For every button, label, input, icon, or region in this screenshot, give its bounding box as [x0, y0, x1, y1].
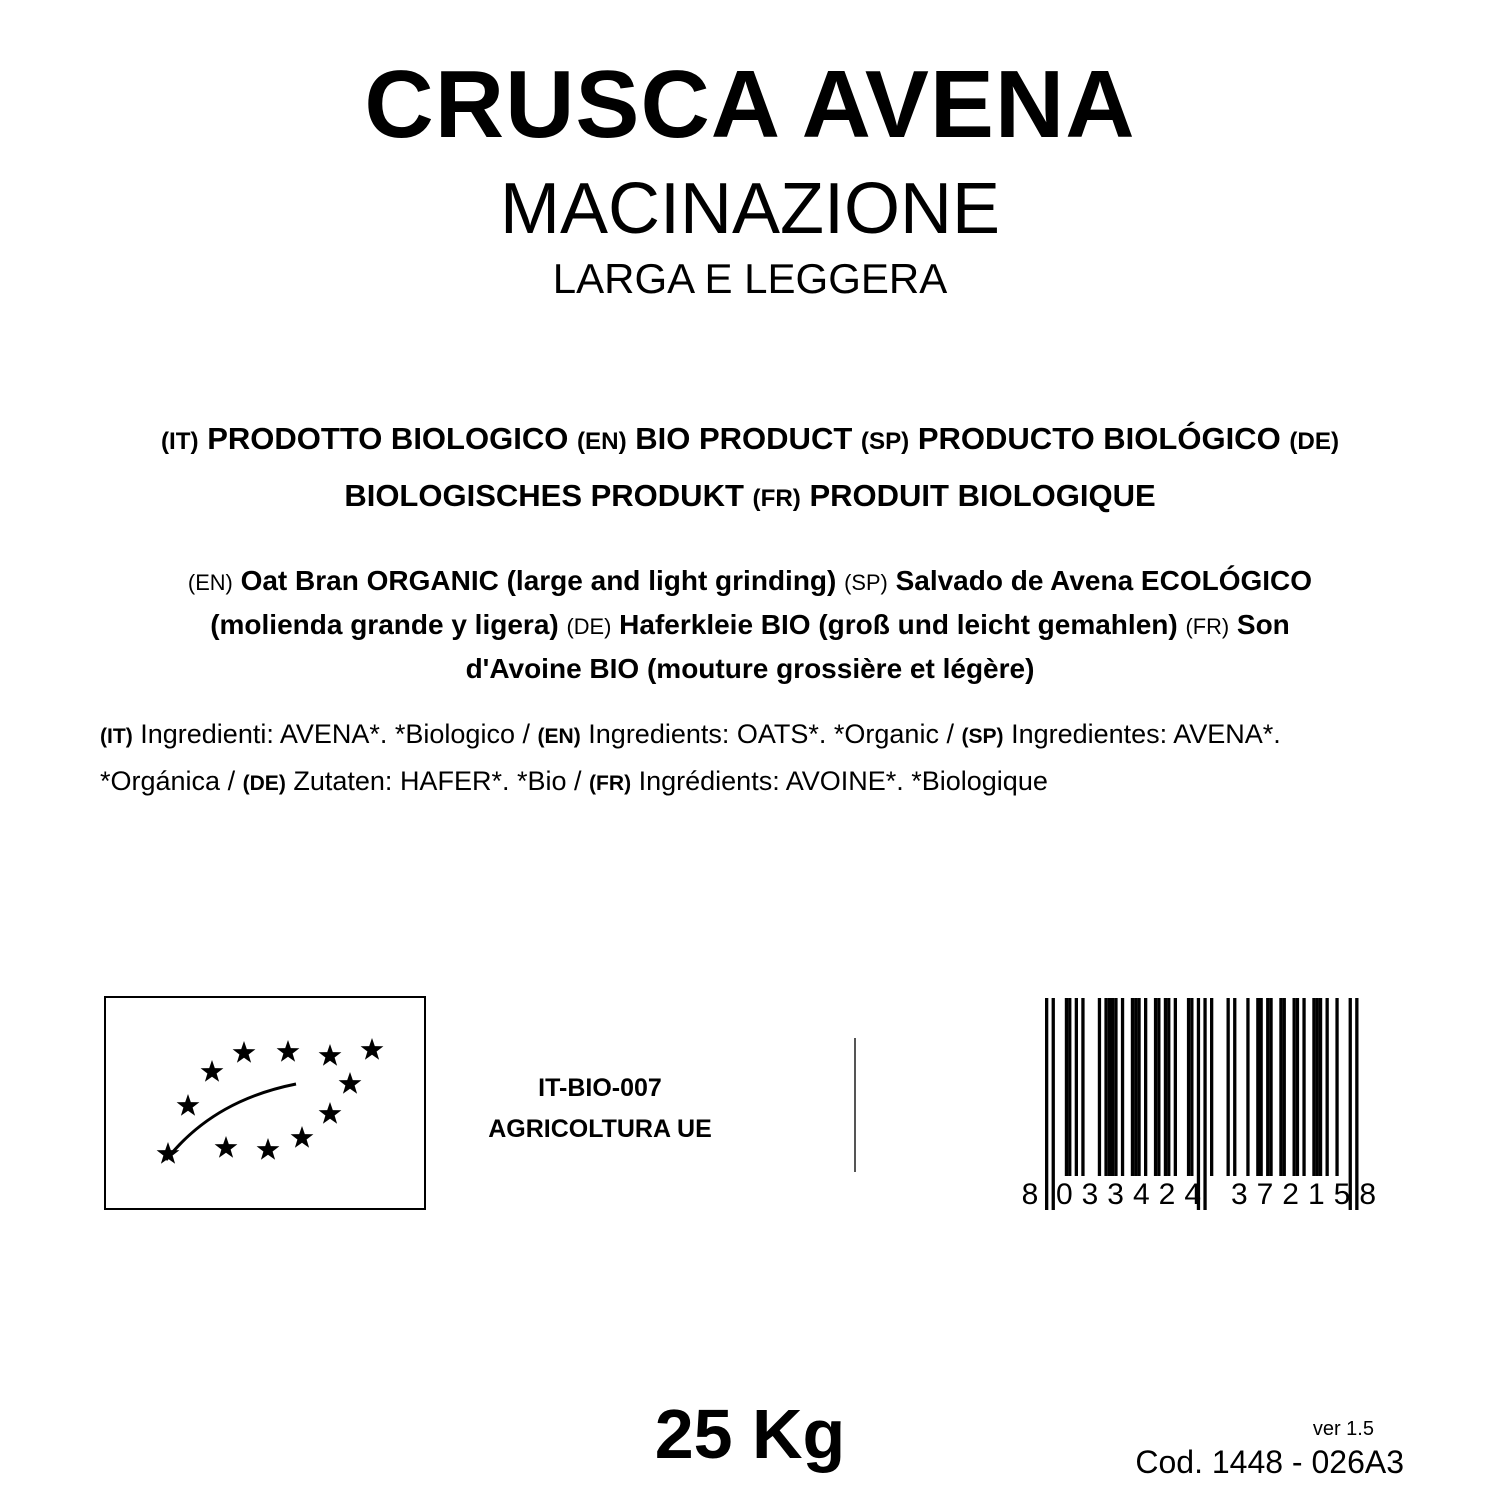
barcode-bar	[1068, 998, 1071, 1176]
bio-statement-line	[100, 412, 1400, 469]
ingredients-text: *Orgánica /	[100, 766, 236, 796]
language-code: (DE)	[566, 614, 612, 639]
barcode-bar	[1174, 998, 1177, 1176]
barcode-bar	[1052, 998, 1055, 1210]
barcode-bar	[1045, 998, 1048, 1210]
certification-code	[450, 1068, 750, 1150]
barcode-bar	[1131, 998, 1134, 1176]
ingredients-text: Ingredientes: AVENA*.	[1011, 719, 1281, 749]
barcode-graphic	[1010, 996, 1400, 1216]
barcode-bar	[1283, 998, 1286, 1176]
barcode-bar	[1266, 998, 1269, 1176]
language-code: (SP)	[961, 725, 1004, 748]
language-code: (EN)	[576, 428, 627, 455]
barcode-bar	[1326, 998, 1329, 1176]
barcode-bar	[1296, 998, 1299, 1176]
barcode-bar	[1190, 998, 1193, 1176]
bio-text: PRODUIT BIOLOGIQUE	[809, 478, 1156, 513]
eu-leaf-graphic	[106, 998, 424, 1208]
description-text: (molienda grande y ligera)	[210, 609, 559, 640]
barcode-bar	[1137, 998, 1140, 1176]
barcode-bar	[1256, 998, 1259, 1176]
language-code: (EN)	[187, 570, 233, 595]
barcode-bar	[1227, 998, 1230, 1176]
barcode-bar	[1269, 998, 1272, 1176]
barcode-bar	[1134, 998, 1137, 1176]
barcode-bar	[1075, 998, 1078, 1176]
language-code: (DE)	[242, 772, 286, 795]
product-code: Cod. 1448 - 026A3	[1135, 1444, 1404, 1480]
barcode-bar	[1065, 998, 1068, 1176]
barcode-bar	[1293, 998, 1296, 1176]
barcode-bar	[1081, 998, 1084, 1176]
ingredients-line	[100, 712, 1420, 759]
barcode-bar	[1157, 998, 1160, 1176]
barcode-bar	[1154, 998, 1157, 1176]
barcode-bar	[1108, 998, 1111, 1176]
ingredients-text: Ingredienti: AVENA*. *Biologico /	[140, 719, 530, 749]
ingredients-text: Ingredients: OATS*. *Organic /	[588, 719, 954, 749]
barcode-digits-first: 8	[1021, 1178, 1039, 1211]
description-text: Salvado de Avena ECOLÓGICO	[895, 565, 1313, 596]
barcode-bar	[1233, 998, 1236, 1176]
barcode-bar	[1210, 998, 1213, 1176]
barcode-bar	[1335, 998, 1338, 1176]
language-code: (FR)	[589, 772, 632, 795]
barcode-digits-right: 372158	[1230, 1178, 1386, 1211]
bio-text: BIOLOGISCHES PRODUKT	[344, 478, 744, 513]
barcode-bar	[1167, 998, 1170, 1176]
ingredients-line	[100, 759, 1420, 806]
barcode-bar	[1260, 998, 1263, 1176]
description-text: d'Avoine BIO (mouture grossière et légère)	[465, 653, 1035, 684]
language-code: (SP)	[844, 570, 888, 595]
description-line	[100, 604, 1400, 648]
ingredients	[100, 712, 1420, 806]
barcode-bar	[1121, 998, 1124, 1176]
barcode-bar	[1312, 998, 1315, 1176]
language-code: (FR)	[1185, 614, 1230, 639]
ingredients-text: Zutaten: HAFER*. *Bio /	[293, 766, 582, 796]
barcode-bar	[1098, 998, 1101, 1176]
product-subtitle: MACINAZIONE	[499, 169, 1001, 249]
bio-text: PRODOTTO BIOLOGICO	[207, 421, 569, 456]
language-code: (IT)	[100, 725, 133, 748]
barcode	[1010, 996, 1400, 1216]
barcode-bar	[1187, 998, 1190, 1176]
bio-statement	[100, 412, 1400, 526]
version-label: ver 1.5	[1312, 1418, 1374, 1440]
product-description	[100, 560, 1400, 690]
barcode-bar	[1316, 998, 1319, 1176]
certification-body: IT-BIO-007	[538, 1074, 662, 1102]
description-line	[100, 648, 1400, 690]
ingredients-text: Ingrédients: AVOINE*. *Biologique	[638, 766, 1048, 796]
barcode-bar	[1279, 998, 1282, 1176]
barcode-bar	[1319, 998, 1322, 1176]
language-code: (SP)	[860, 428, 910, 455]
bio-text: PRODUCTO BIOLÓGICO	[917, 421, 1281, 456]
eu-organic-leaf-icon	[104, 996, 426, 1210]
language-code: (FR)	[752, 485, 801, 512]
barcode-bar	[1114, 998, 1117, 1176]
net-weight: 25 Kg	[654, 1395, 846, 1473]
bio-statement-line	[100, 469, 1400, 526]
barcode-bar	[1104, 998, 1107, 1176]
barcode-bar	[1111, 998, 1114, 1176]
product-subtitle-detail: LARGA E LEGGERA	[552, 255, 948, 302]
description-text: Son	[1236, 609, 1290, 640]
product-title: CRUSCA AVENA	[364, 51, 1136, 158]
barcode-digits-left: 033424	[1055, 1178, 1211, 1211]
agriculture-origin: AGRICOLTURA UE	[488, 1115, 712, 1143]
description-text: Haferkleie BIO (groß und leicht gemahlen)	[619, 609, 1178, 640]
description-line	[100, 560, 1400, 604]
barcode-bar	[1246, 998, 1249, 1176]
barcode-bar	[1144, 998, 1147, 1176]
language-code: (EN)	[537, 725, 581, 748]
bio-text: BIO PRODUCT	[635, 421, 853, 456]
language-code: (DE)	[1289, 428, 1339, 455]
barcode-bar	[1164, 998, 1167, 1176]
description-text: Oat Bran ORGANIC (large and light grinding)	[240, 565, 837, 596]
barcode-bar	[1302, 998, 1305, 1176]
divider	[854, 1038, 856, 1172]
language-code: (IT)	[161, 428, 199, 455]
